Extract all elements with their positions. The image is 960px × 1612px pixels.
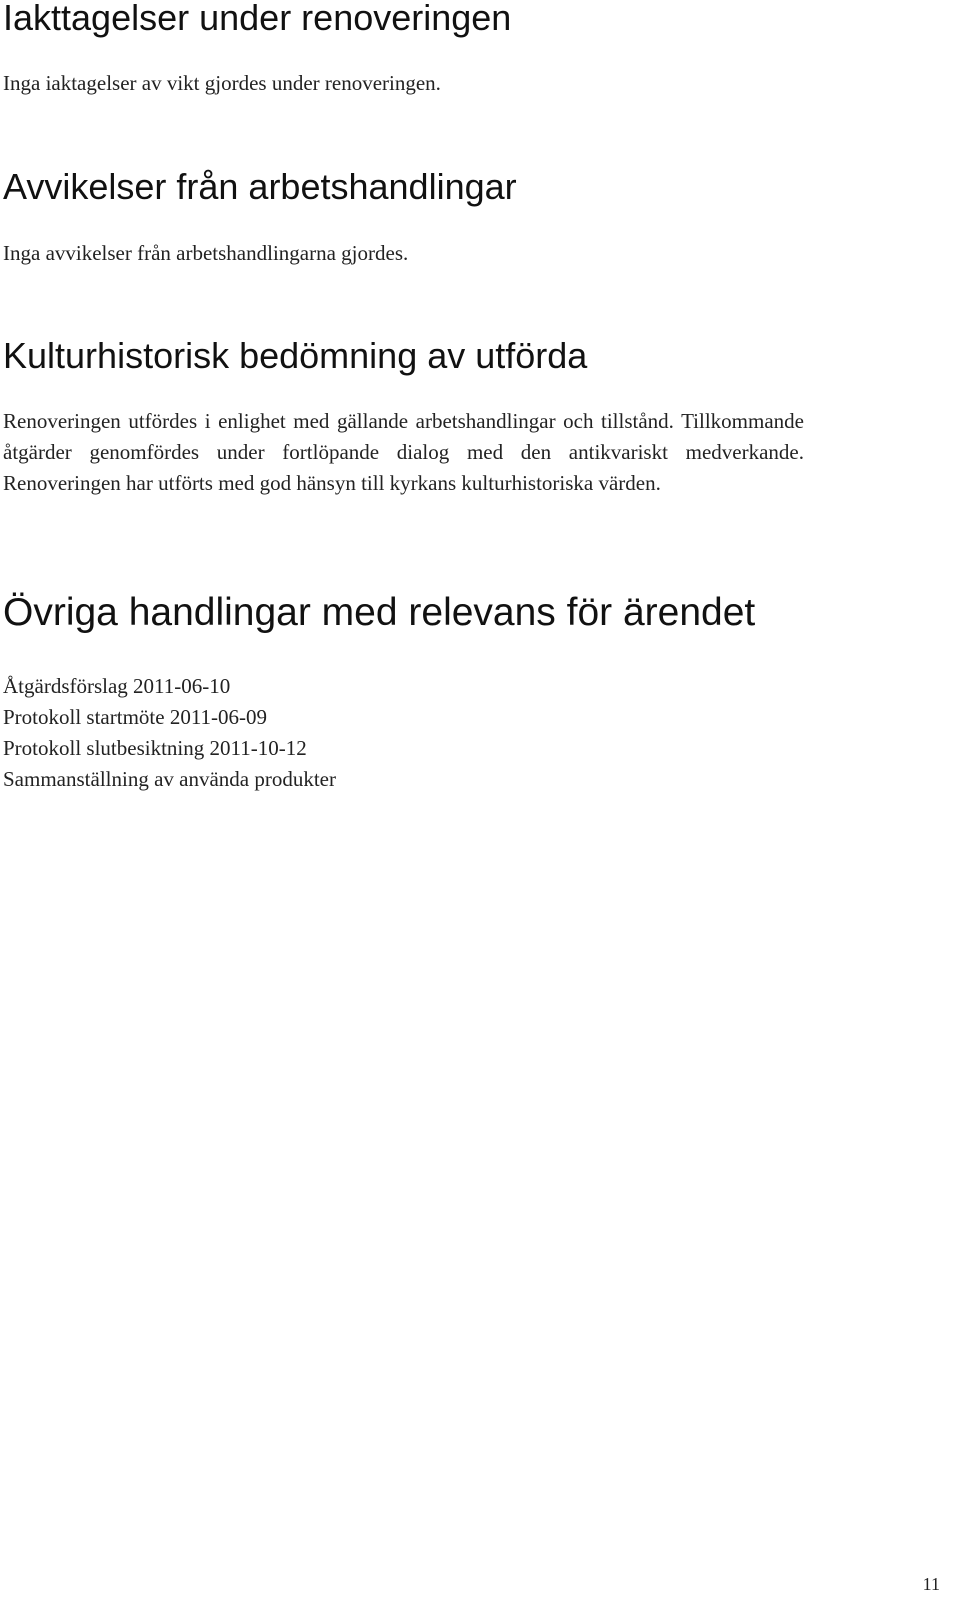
list-item: Protokoll slutbesiktning 2011-10-12 (3, 736, 307, 760)
heading-deviations: Avvikelser från arbetshandlingar (3, 166, 517, 207)
list-item: Åtgärdsförslag 2011-06-10 (3, 674, 231, 698)
heading-cultural-assessment: Kulturhistorisk bedömning av utförda (3, 335, 588, 376)
page-number: 11 (922, 1574, 940, 1594)
observations-text: Inga iaktagelser av vikt gjordes under renoveringen. (3, 71, 441, 95)
cultural-assessment-text: Renoveringen utfördes i enlighet med gällande arbetshandlingar och tillstånd. Tillkommande åtgärder genomfördes under fortlöpande dialog med den antikvariskt medverkande. Renoveringen har utförts med god hänsyn till kyrkans kulturhistoriska värden. (3, 409, 804, 495)
deviations-text: Inga avvikelser från arbetshandlingarna gjordes. (3, 241, 409, 265)
documents-list (3, 671, 336, 795)
heading-other-documents: Övriga handlingar med relevans för ärendet (3, 591, 756, 634)
list-item: Protokoll startmöte 2011-06-09 (3, 705, 268, 729)
heading-observations: Iakttagelser under renoveringen (3, 0, 512, 38)
list-item: Sammanställning av använda produkter (3, 767, 336, 791)
